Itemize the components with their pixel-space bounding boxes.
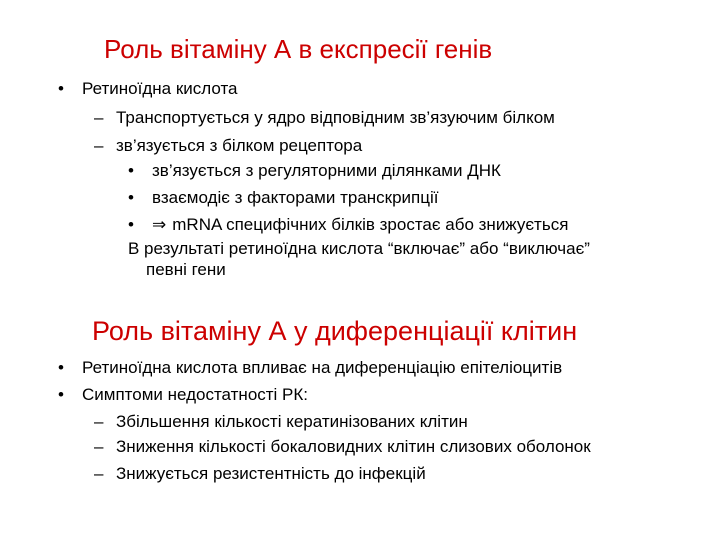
subsub-item-transcription (128, 187, 439, 208)
sub-item-infection-resistance (94, 463, 426, 484)
bullet-item-epithelial (58, 357, 562, 378)
sub-item-text: Знижується резистентність до інфекцій (116, 464, 426, 483)
bullet-marker: • (58, 358, 64, 377)
section-title-cell-differentiation: Роль вітаміну А у диференціації клітин (92, 316, 578, 346)
subsub-item-mrna (128, 214, 568, 235)
result-note (128, 238, 688, 280)
sub-item-text: зв’язується з білком рецептора (116, 136, 363, 155)
bullet-marker: • (128, 161, 134, 180)
bullet-marker: • (128, 215, 134, 234)
subsub-item-text: взаємодіє з факторами транскрипції (152, 188, 439, 207)
mrna-text: mRNA специфічних білків зростає або знижується (172, 215, 569, 234)
bullet-text: Ретиноїдна кислота впливає на диференціацію епітеліоцитів (82, 358, 563, 377)
result-note-line1: В результаті ретиноїдна кислота “включає” або “виключає” (128, 239, 590, 258)
sub-item-keratinized (94, 411, 468, 432)
dash-marker: – (94, 412, 104, 431)
bullet-text: Ретиноїдна кислота (82, 79, 238, 98)
bullet-marker: • (58, 385, 64, 404)
dash-marker: – (94, 136, 104, 155)
subsub-item-dna (128, 160, 501, 181)
dash-marker: – (94, 108, 104, 127)
sub-item-text: Транспортується у ядро відповідним зв’язуючим білком (116, 108, 555, 127)
subsub-item-text (152, 215, 568, 234)
bullet-item-retinoic-acid (58, 78, 238, 99)
section-title-gene-expression: Роль вітаміну А в експресії генів (104, 34, 493, 64)
dash-marker: – (94, 464, 104, 483)
bullet-marker: • (58, 79, 64, 98)
bullet-marker: • (128, 188, 134, 207)
subsub-item-text: зв’язується з регуляторними ділянками ДНК (152, 161, 501, 180)
bullet-item-symptoms (58, 384, 308, 405)
dash-marker: – (94, 437, 104, 456)
bullet-text: Симптоми недостатності РК: (82, 385, 309, 404)
sub-item-text: Зниження кількості бокаловидних клітин слизових оболонок (116, 437, 591, 456)
sub-item-receptor-binding (94, 135, 362, 156)
sub-item-text: Збільшення кількості кератинізованих клітин (116, 412, 468, 431)
result-note-line2: певні гени (146, 260, 226, 279)
sub-item-transport (94, 107, 555, 128)
implies-arrow-icon: ⇒ (152, 215, 167, 234)
sub-item-goblet-cells (94, 436, 591, 457)
